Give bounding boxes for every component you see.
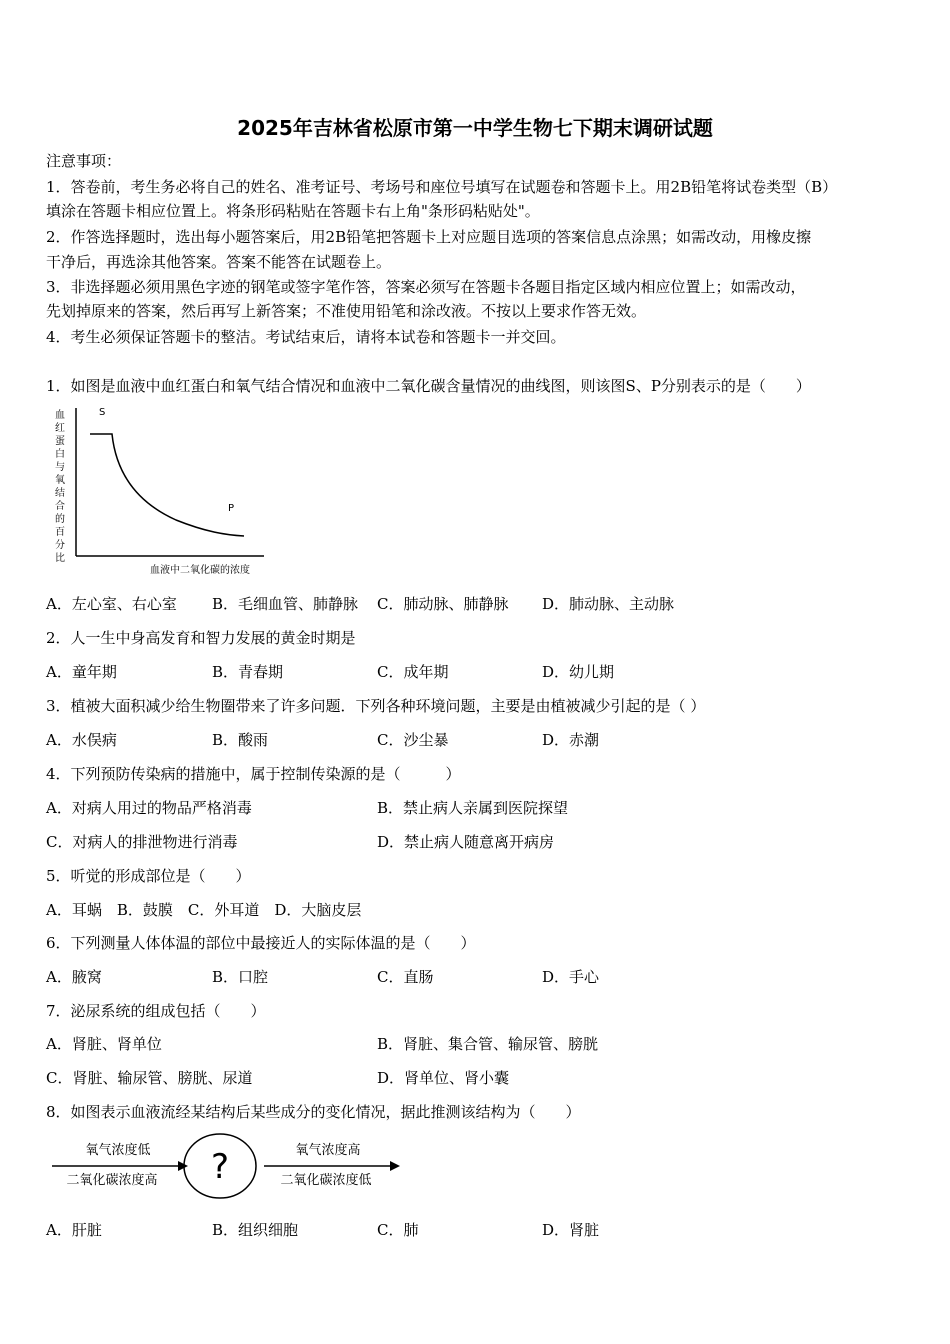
q7-option-d[interactable]: D．肾单位、肾小囊 xyxy=(377,1069,510,1087)
q3-option-d[interactable]: D．赤潮 xyxy=(542,731,600,749)
q5-options[interactable]: A．耳蜗 B．鼓膜 C．外耳道 D．大脑皮层 xyxy=(46,901,362,919)
q1-ylabel-char: 比 xyxy=(55,553,65,564)
q1-curve-figure xyxy=(46,402,276,582)
q4-option-a[interactable]: A．对病人用过的物品严格消毒 xyxy=(46,799,252,817)
q2-option-b[interactable]: B．青春期 xyxy=(212,663,284,681)
q6-option-c[interactable]: C．直肠 xyxy=(377,968,434,986)
notice-heading: 注意事项： xyxy=(46,152,122,170)
notice-line: 填涂在答题卡相应位置上。将条形码粘贴在答题卡右上角"条形码粘贴处"。 xyxy=(46,202,540,220)
question-5-text: 5．听觉的形成部位是（ ） xyxy=(46,867,251,885)
q8-left-arrowhead xyxy=(178,1161,188,1171)
q2-option-c[interactable]: C．成年期 xyxy=(377,663,449,681)
q1-xlabel: 血液中二氧化碳的浓度 xyxy=(150,565,250,576)
q8-center-mark: ? xyxy=(210,1147,230,1187)
question-4-text: 4．下列预防传染病的措施中，属于控制传染源的是（ ） xyxy=(46,765,461,783)
q1-ylabel-char: 合 xyxy=(55,501,65,512)
question-8-text: 8．如图表示血液流经某结构后某些成分的变化情况，据此推测该结构为（ ） xyxy=(46,1103,581,1121)
q4-option-b[interactable]: B．禁止病人亲属到医院探望 xyxy=(377,799,569,817)
question-1-text: 1．如图是血液中血红蛋白和氧气结合情况和血液中二氧化碳含量情况的曲线图，则该图S、P分别表示的是（ ） xyxy=(46,377,811,395)
q8-right-top: 氧气浓度高 xyxy=(295,1143,361,1158)
q8-right-arrowhead xyxy=(390,1161,400,1171)
notice-line: 2．作答选择题时，选出每小题答案后，用2B铅笔把答题卡上对应题目选项的答案信息点涂黑；如需改动，用橡皮擦 xyxy=(46,228,812,246)
q2-option-d[interactable]: D．幼儿期 xyxy=(542,663,615,681)
q7-option-c[interactable]: C．肾脏、输尿管、膀胱、尿道 xyxy=(46,1069,253,1087)
q1-ylabel-char: 结 xyxy=(55,488,65,499)
question-6-text: 6．下列测量人体体温的部位中最接近人的实际体温的是（ ） xyxy=(46,934,476,952)
notice-line: 3．非选择题必须用黑色字迹的钢笔或签字笔作答，答案必须写在答题卡各题目指定区域内相应位置上；如需改动， xyxy=(46,278,806,296)
q1-ylabel-char: 白 xyxy=(55,449,65,460)
q1-ylabel-char: 红 xyxy=(55,423,65,434)
q1-option-d[interactable]: D．肺动脉、主动脉 xyxy=(542,595,675,613)
q1-ylabel-char: 与 xyxy=(55,462,65,473)
q8-option-c[interactable]: C．肺 xyxy=(377,1221,419,1239)
page-title: 2025年吉林省松原市第一中学生物七下期末调研试题 xyxy=(237,116,713,140)
q1-ylabel-char: 蛋 xyxy=(55,436,65,447)
q1-option-b[interactable]: B．毛细血管、肺静脉 xyxy=(212,595,359,613)
notice-line: 1．答卷前，考生务必将自己的姓名、准考证号、考场号和座位号填写在试题卷和答题卡上。用2B铅笔将试卷类型（B） xyxy=(46,178,838,196)
q8-right-bottom: 二氧化碳浓度低 xyxy=(280,1173,372,1188)
q8-option-d[interactable]: D．肾脏 xyxy=(542,1221,600,1239)
q1-ylabel-char: 分 xyxy=(55,540,65,551)
notice-line: 干净后，再选涂其他答案。答案不能答在试题卷上。 xyxy=(46,253,392,271)
q1-ylabel-char: 血 xyxy=(55,410,65,421)
q1-ylabel-char: 氧 xyxy=(55,475,65,486)
q2-option-a[interactable]: A．童年期 xyxy=(46,663,117,681)
q7-option-b[interactable]: B．肾脏、集合管、输尿管、膀胱 xyxy=(377,1035,599,1053)
q8-flow-figure xyxy=(50,1132,410,1204)
q1-label-p: P xyxy=(228,503,235,514)
q4-option-d[interactable]: D．禁止病人随意离开病房 xyxy=(377,833,555,851)
q4-option-c[interactable]: C．对病人的排泄物进行消毒 xyxy=(46,833,238,851)
q6-option-b[interactable]: B．口腔 xyxy=(212,968,269,986)
q6-option-d[interactable]: D．手心 xyxy=(542,968,600,986)
q1-option-a[interactable]: A．左心室、右心室 xyxy=(46,595,177,613)
q6-option-a[interactable]: A．腋窝 xyxy=(46,968,102,986)
q8-option-a[interactable]: A．肝脏 xyxy=(46,1221,102,1239)
notice-line: 先划掉原来的答案，然后再写上新答案；不准使用铅笔和涂改液。不按以上要求作答无效。 xyxy=(46,302,647,320)
q8-option-b[interactable]: B．组织细胞 xyxy=(212,1221,299,1239)
question-7-text: 7．泌尿系统的组成包括（ ） xyxy=(46,1002,266,1020)
q1-ylabel-char: 百 xyxy=(55,527,65,538)
q1-ylabel-char: 的 xyxy=(55,514,65,525)
q8-left-top: 氧气浓度低 xyxy=(85,1143,151,1158)
q1-option-c[interactable]: C．肺动脉、肺静脉 xyxy=(377,595,509,613)
q8-left-bottom: 二氧化碳浓度高 xyxy=(66,1173,158,1188)
q1-curve xyxy=(90,434,244,536)
q3-option-a[interactable]: A．水俣病 xyxy=(46,731,117,749)
q7-option-a[interactable]: A．肾脏、肾单位 xyxy=(46,1035,162,1053)
q3-option-b[interactable]: B．酸雨 xyxy=(212,731,269,749)
q3-option-c[interactable]: C．沙尘暴 xyxy=(377,731,449,749)
q1-label-s: S xyxy=(99,407,106,418)
notice-line: 4．考生必须保证答题卡的整洁。考试结束后，请将本试卷和答题卡一并交回。 xyxy=(46,328,566,346)
question-3-text: 3．植被大面积减少给生物圈带来了许多问题．下列各种环境问题，主要是由植被减少引起的是（ ） xyxy=(46,697,706,715)
question-2-text: 2．人一生中身高发育和智力发展的黄金时期是 xyxy=(46,629,356,647)
